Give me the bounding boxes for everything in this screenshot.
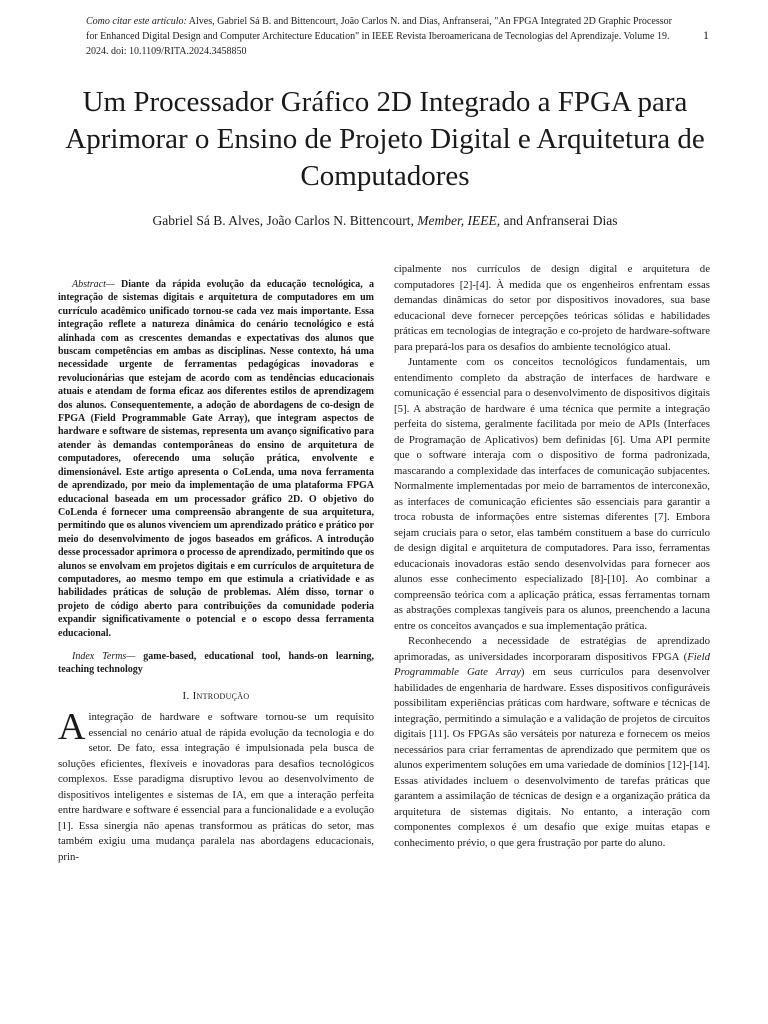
paragraph-continued: cipalmente nos currículos de design digital e arquitetura de computadores [2]-[4]. À medida que os engenheiros enfrentam essas demandas dinâmicas do setor por dispositivos inovadores, sua base educacional deve fornecer percepções teóricas sólidas e habilidades práticas em tecnologias de integração e co-projeto de hardware-software para prepará-los para os desafios do ambiente tecnológico atual.	[394, 263, 710, 353]
index-terms	[58, 650, 374, 677]
drop-cap: A	[58, 706, 86, 749]
paragraph-fpga	[394, 634, 710, 851]
author-line	[40, 213, 730, 229]
right-column	[394, 262, 710, 851]
abstract	[58, 278, 374, 640]
index-terms-text: game-based, educational tool, hands-on learning, teaching technology	[58, 650, 374, 676]
section-heading: I. Introdução	[182, 689, 250, 702]
index-terms-label: Index Terms—	[72, 650, 136, 662]
paragraph-abstraction: Juntamente com os conceitos tecnológicos fundamentais, um entendimento completo da abstração de interfaces de hardware e comunicação é essencial para o desenvolvimento de dispositivos digitais [5]. A abstração de hardware é uma técnica que permite a integração perfeita do sistema, geralmente facilitada por meio de APIs (Interfaces de Programação de Aplicativos) bem definidas [6]. Uma API permite que o software interaja com o dispositivo de forma padronizada, mascarando a complexidade das interfaces de comunicação subjacentes. Normalmente implementadas por meio de barramentos de interconexão, as interfaces de comunicação eficientes são essenciais para garantir a troca robusta de informações entre sistemas diferentes [7]. Embora sejam cruciais para o setor, elas também constituem a base do currículo de design digital e arquitetura de computadores. Para isso, ferramentas educacionais inovadoras estão sendo desenvolvidas para fornecer aos alunos esse conhecimento especializado [8]-[10]. Ao combinar a compreensão teórica com a aplicação prática, essas ferramentas tornam as abstrações complexas tangíveis para os alunos, preenchendo a lacuna entre os conceitos avançados e sua implementação prática.	[394, 356, 710, 632]
paragraph-fpga-start: Reconhecendo a necessidade de estratégias de aprendizado aprimoradas, as universidades incorporaram dispositivos FPGA (	[394, 635, 710, 663]
paper-title: Um Processador Gráfico 2D Integrado a FPGA para Aprimorar o Ensino de Projeto Digital e Arquitetura de Computadores	[65, 86, 705, 192]
author-names: Gabriel Sá B. Alves, João Carlos N. Bittencourt,	[152, 213, 418, 228]
page-number: 1	[703, 28, 709, 42]
author-membership: Member, IEEE,	[417, 213, 501, 228]
citation-lead: Como citar este artículo:	[86, 16, 187, 27]
abstract-text: Diante da rápida evolução da educação tecnológica, a integração de sistemas digitais e arquitetura de computadores em um currículo acadêmico unificado tornou-se cada vez mais importante. Essa integração reflete a natureza dinâmica do cenário tecnológico e está alinhada com as crescentes demandas e expectativas dos alunos que buscam competências em ambas as disciplinas. Nesse contexto, há uma necessidade urgente de ferramentas pedagógicas inovadoras e revolucionárias que estejam de acordo com as tendências educacionais atuais e atendam de forma eficaz aos diferentes estilos de aprendizagem dos alunos. Consequentemente, a adoção de abordagens de co-design de FPGA (Field Programmable Gate Array), que integram aspectos de hardware e software de sistemas, representa um avanço significativo para atender às demandas contemporâneas do ensino de arquitetura de computadores, oferecendo uma solução prática, envolvente e dimensionável. Este artigo apresenta o CoLenda, uma nova ferramenta de aprendizado, por meio da implementação de uma plataforma FPGA educacional baseada em um processador gráfico 2D. O objetivo do CoLenda é fornecer uma compreensão abrangente de sua arquitetura, permitindo que os alunos vivenciem um aprendizado prático e prático por meio do desenvolvimento de jogos baseados em gráficos. A introdução desse processador aprimora o processo de aprendizado, permitindo que os alunos se envolvam em projetos digitais e em currículos de arquitetura de computadores, ao mesmo tempo em que estimula a criatividade e as habilidades práticas de solução de problemas. Além disso, tornar o projeto de código aberto para contribuições da comunidade poderia expandir significativamente o potencial e o escopo dessa ferramenta educacional.	[58, 279, 374, 639]
citation-note	[86, 14, 686, 59]
author-last: and Anfranserai Dias	[500, 213, 618, 228]
left-column	[58, 278, 374, 865]
intro-paragraph	[58, 706, 374, 865]
fpga-expansion: Field Programmable Gate Array	[394, 650, 710, 678]
intro-text: integração de hardware e software tornou-se um requisito essencial no cenário atual de rápida evolução da tecnologia e do setor. De fato, essa integração é impulsionada pela busca de soluções eficientes, flexíveis e inovadoras para desafios tecnológicos complexos. Esse paradigma disruptivo levou ao desenvolvimento de dispositivos inteligentes e sistemas de IA, em que a interação perfeita entre hardware e software é essencial para a funcionalidade e a evolução [1]. Essa sinergia não apenas transformou as práticas do setor, mas também exigiu uma mudança paralela nas abordagens educacionais, prin-	[58, 711, 374, 863]
abstract-label: Abstract—	[72, 279, 115, 290]
citation-text: Alves, Gabriel Sá B. and Bittencourt, João Carlos N. and Dias, Anfranserai, "An FPGA Integrated 2D Graphic Processor for Enhanced Digital Design and Computer Architecture Education" in IEEE Revista Iberoamericana de Tecnologias del Aprendizaje. Volume 19. 2024. doi: 10.1109/RITA.2024.3458850	[86, 16, 672, 57]
paragraph-fpga-rest: ) em seus currículos para desenvolver habilidades de engenharia de hardware. Esses dispositivos configuráveis possibilitam experiências práticas com hardware, software e técnicas de integração, permitindo a simulação e a validação de projetos de circuitos digitais [11]. Os FPGAs são versáteis por natureza e fornecem os meios necessários para criar ferramentas de aprendizado que permitem que os alunos experimentem soluções em uma variedade de domínios [12]-[14]. Essas atividades incluem o desenvolvimento de tarefas práticas que garantem a assimilação de técnicas de design e a organização prática da arquitetura de sistemas digitais. No entanto, a interação com componentes complexos é um desafio que exige muitas etapas e conhecimento prévio, o que gera frustração por parte do aluno.	[394, 666, 710, 849]
